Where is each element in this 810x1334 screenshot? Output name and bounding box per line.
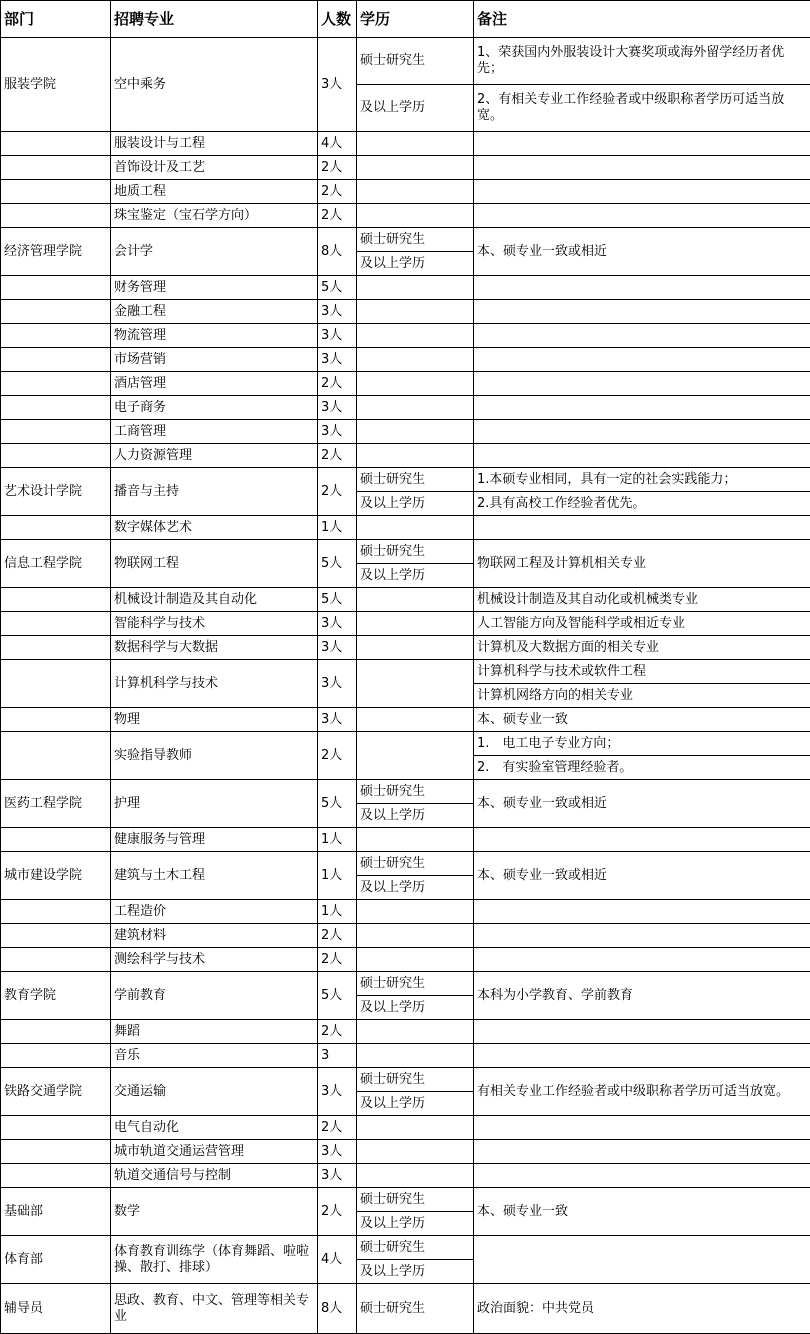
dept-cell: [1, 516, 111, 540]
notes-cell: [474, 348, 810, 372]
notes-cell-line: 2. 有实验室管理经验者。: [474, 755, 810, 779]
education-cell: [357, 420, 474, 444]
dept-cell: [1, 636, 111, 660]
header-notes: 备注: [474, 1, 810, 38]
table-row: [1, 732, 810, 780]
education-cell: [357, 1164, 474, 1188]
notes-cell: [474, 948, 810, 972]
major-cell: 电气自动化: [111, 1116, 318, 1140]
major-cell: 地质工程: [111, 180, 318, 204]
dept-cell: 信息工程学院: [1, 540, 111, 588]
major-cell: 电子商务: [111, 396, 318, 420]
table-row: [1, 612, 810, 636]
notes-cell: [474, 1020, 810, 1044]
table-row: [1, 636, 810, 660]
major-cell: 人力资源管理: [111, 444, 318, 468]
count-cell: 2人: [318, 180, 357, 204]
header-dept: 部门: [1, 1, 111, 38]
notes-cell: [474, 396, 810, 420]
education-cell-line: 硕士研究生: [357, 1068, 473, 1091]
education-cell: [357, 300, 474, 324]
education-cell: [357, 1236, 474, 1284]
dept-cell: [1, 180, 111, 204]
education-cell-line: 及以上学历: [357, 995, 473, 1019]
education-cell-line: 硕士研究生: [357, 540, 473, 563]
table-row: [1, 540, 810, 588]
notes-cell: [474, 1116, 810, 1140]
notes-cell-line: 1.本硕专业相同，具有一定的社会实践能力；: [474, 468, 810, 491]
dept-cell: [1, 828, 111, 852]
dept-cell: 服装学院: [1, 38, 111, 132]
count-cell: 3人: [318, 708, 357, 732]
notes-cell-line: 1. 电工电子专业方向；: [474, 732, 810, 755]
dept-cell: [1, 396, 111, 420]
education-cell: [357, 948, 474, 972]
count-cell: 1人: [318, 900, 357, 924]
major-cell: 数字媒体艺术: [111, 516, 318, 540]
education-cell-line: 及以上学历: [357, 1091, 473, 1115]
count-cell: 3人: [318, 1068, 357, 1116]
major-cell: 学前教育: [111, 972, 318, 1020]
notes-cell: [474, 420, 810, 444]
notes-cell: [474, 276, 810, 300]
table-row: [1, 588, 810, 612]
major-cell: 工程造价: [111, 900, 318, 924]
notes-cell: [474, 924, 810, 948]
major-cell: 市场营销: [111, 348, 318, 372]
education-cell: [357, 516, 474, 540]
notes-cell: 计算机及大数据方面的相关专业: [474, 636, 810, 660]
major-cell: 播音与主持: [111, 468, 318, 516]
education-cell-line: 硕士研究生: [357, 228, 473, 251]
major-cell: 物理: [111, 708, 318, 732]
count-cell: 3人: [318, 324, 357, 348]
count-cell: 2人: [318, 156, 357, 180]
count-cell: 1人: [318, 516, 357, 540]
table-row: [1, 204, 810, 228]
table-row: [1, 132, 810, 156]
dept-cell: 艺术设计学院: [1, 468, 111, 516]
education-cell: [357, 612, 474, 636]
count-cell: 3人: [318, 300, 357, 324]
header-major: 招聘专业: [111, 1, 318, 38]
count-cell: 2人: [318, 468, 357, 516]
notes-cell-line: 计算机网络方向的相关专业: [474, 683, 810, 707]
notes-cell: [474, 324, 810, 348]
table-row: [1, 900, 810, 924]
education-cell: [357, 588, 474, 612]
dept-cell: 教育学院: [1, 972, 111, 1020]
table-row: [1, 516, 810, 540]
header-education: 学历: [357, 1, 474, 38]
table-row: [1, 300, 810, 324]
education-cell-line: 硕士研究生: [357, 1236, 473, 1259]
dept-cell: 城市建设学院: [1, 852, 111, 900]
major-cell: 珠宝鉴定（宝石学方向）: [111, 204, 318, 228]
dept-cell: 体育部: [1, 1236, 111, 1284]
education-cell: [357, 1068, 474, 1116]
count-cell: 3人: [318, 636, 357, 660]
count-cell: 3人: [318, 1164, 357, 1188]
table-row: [1, 348, 810, 372]
education-cell: [357, 372, 474, 396]
count-cell: 2人: [318, 204, 357, 228]
table-row: [1, 276, 810, 300]
table-row: [1, 324, 810, 348]
table-row: [1, 780, 810, 828]
education-cell-line: 硕士研究生: [357, 38, 473, 84]
education-cell: 硕士研究生: [357, 1284, 474, 1334]
education-cell: [357, 660, 474, 708]
notes-cell: [474, 468, 810, 516]
count-cell: 2人: [318, 1020, 357, 1044]
count-cell: 1人: [318, 828, 357, 852]
education-cell: [357, 924, 474, 948]
education-cell-line: 及以上学历: [357, 491, 473, 515]
dept-cell: [1, 156, 111, 180]
education-cell: [357, 324, 474, 348]
major-cell: 实验指导教师: [111, 732, 318, 780]
table-row: [1, 1020, 810, 1044]
notes-cell: [474, 1164, 810, 1188]
notes-cell: 本、硕专业一致或相近: [474, 852, 810, 900]
table-row: [1, 156, 810, 180]
table-row: [1, 1068, 810, 1116]
table-row: [1, 372, 810, 396]
major-cell: 轨道交通信号与控制: [111, 1164, 318, 1188]
notes-cell: 本、硕专业一致或相近: [474, 228, 810, 276]
notes-cell: [474, 156, 810, 180]
education-cell: [357, 348, 474, 372]
table-row: [1, 1116, 810, 1140]
count-cell: 3人: [318, 420, 357, 444]
education-cell: [357, 828, 474, 852]
notes-cell: 人工智能方向及智能科学或相近专业: [474, 612, 810, 636]
notes-cell: 本科为小学教育、学前教育: [474, 972, 810, 1020]
education-cell: [357, 708, 474, 732]
count-cell: 2人: [318, 444, 357, 468]
major-cell: 空中乘务: [111, 38, 318, 132]
education-cell-line: 硕士研究生: [357, 972, 473, 995]
dept-cell: [1, 660, 111, 708]
notes-cell: [474, 660, 810, 708]
notes-cell: [474, 372, 810, 396]
dept-cell: [1, 204, 111, 228]
education-cell: [357, 1188, 474, 1236]
dept-cell: 经济管理学院: [1, 228, 111, 276]
dept-cell: [1, 300, 111, 324]
major-cell: 金融工程: [111, 300, 318, 324]
education-cell: [357, 780, 474, 828]
count-cell: 2人: [318, 1188, 357, 1236]
major-cell: 数据科学与大数据: [111, 636, 318, 660]
major-cell: 首饰设计及工艺: [111, 156, 318, 180]
count-cell: 3人: [318, 396, 357, 420]
education-cell: [357, 444, 474, 468]
table-row: [1, 1140, 810, 1164]
table-row: [1, 38, 810, 132]
major-cell: 护理: [111, 780, 318, 828]
notes-cell: 物联网工程及计算机相关专业: [474, 540, 810, 588]
count-cell: 3人: [318, 1140, 357, 1164]
notes-cell-line: 2、有相关专业工作经验者或中级职称者学历可适当放宽。: [474, 84, 810, 131]
education-cell: [357, 972, 474, 1020]
education-cell: [357, 1020, 474, 1044]
education-cell: [357, 228, 474, 276]
major-cell: 机械设计制造及其自动化: [111, 588, 318, 612]
table-row: [1, 420, 810, 444]
education-cell: [357, 900, 474, 924]
dept-cell: [1, 276, 111, 300]
education-cell-line: 及以上学历: [357, 251, 473, 275]
table-row: [1, 660, 810, 708]
education-cell-line: 及以上学历: [357, 563, 473, 587]
dept-cell: [1, 1116, 111, 1140]
count-cell: 5人: [318, 588, 357, 612]
dept-cell: [1, 612, 111, 636]
dept-cell: [1, 948, 111, 972]
count-cell: 3人: [318, 348, 357, 372]
major-cell: 城市轨道交通运营管理: [111, 1140, 318, 1164]
count-cell: 2人: [318, 372, 357, 396]
education-cell: [357, 156, 474, 180]
count-cell: 3: [318, 1044, 357, 1068]
table-row: [1, 924, 810, 948]
education-cell: [357, 540, 474, 588]
notes-cell-line: 1、荣获国内外服装设计大赛奖项或海外留学经历者优先；: [474, 38, 810, 84]
education-cell-line: 及以上学历: [357, 803, 473, 827]
major-cell: 建筑与土木工程: [111, 852, 318, 900]
table-row: [1, 948, 810, 972]
major-cell: 舞蹈: [111, 1020, 318, 1044]
table-row: [1, 1188, 810, 1236]
notes-cell: [474, 1236, 810, 1284]
notes-cell: [474, 204, 810, 228]
dept-cell: [1, 1140, 111, 1164]
table-row: [1, 468, 810, 516]
education-cell-line: 硕士研究生: [357, 780, 473, 803]
education-cell-line: 硕士研究生: [357, 468, 473, 491]
notes-cell: [474, 516, 810, 540]
education-cell: [357, 1044, 474, 1068]
notes-cell: 本、硕专业一致: [474, 708, 810, 732]
notes-cell: 机械设计制造及其自动化或机械类专业: [474, 588, 810, 612]
dept-cell: [1, 708, 111, 732]
notes-cell-line: 计算机科学与技术或软件工程: [474, 660, 810, 683]
dept-cell: [1, 588, 111, 612]
count-cell: 5人: [318, 972, 357, 1020]
dept-cell: 辅导员: [1, 1284, 111, 1334]
header-row: [1, 1, 810, 38]
notes-cell: [474, 300, 810, 324]
dept-cell: [1, 348, 111, 372]
table-row: [1, 852, 810, 900]
education-cell-line: 硕士研究生: [357, 852, 473, 875]
dept-cell: 医药工程学院: [1, 780, 111, 828]
major-cell: 数学: [111, 1188, 318, 1236]
education-cell-line: 及以上学历: [357, 84, 473, 131]
major-cell: 会计学: [111, 228, 318, 276]
major-cell: 音乐: [111, 1044, 318, 1068]
count-cell: 5人: [318, 540, 357, 588]
major-cell: 建筑材料: [111, 924, 318, 948]
education-cell-line: 及以上学历: [357, 1211, 473, 1235]
table-body: [1, 38, 810, 1334]
major-cell: 物流管理: [111, 324, 318, 348]
count-cell: 2人: [318, 1116, 357, 1140]
dept-cell: [1, 372, 111, 396]
notes-cell: [474, 132, 810, 156]
count-cell: 8人: [318, 228, 357, 276]
major-cell: 酒店管理: [111, 372, 318, 396]
education-cell-line: 及以上学历: [357, 875, 473, 899]
education-cell-line: 硕士研究生: [357, 1188, 473, 1211]
dept-cell: [1, 900, 111, 924]
major-cell: 物联网工程: [111, 540, 318, 588]
notes-cell: [474, 900, 810, 924]
notes-cell: [474, 38, 810, 132]
table-row: [1, 828, 810, 852]
education-cell: [357, 636, 474, 660]
count-cell: 5人: [318, 780, 357, 828]
dept-cell: [1, 1044, 111, 1068]
count-cell: 3人: [318, 38, 357, 132]
count-cell: 2人: [318, 948, 357, 972]
notes-cell: 政治面貌：中共党员: [474, 1284, 810, 1334]
major-cell: 服装设计与工程: [111, 132, 318, 156]
dept-cell: [1, 1164, 111, 1188]
dept-cell: [1, 924, 111, 948]
major-cell: 测绘科学与技术: [111, 948, 318, 972]
notes-cell: 有相关专业工作经验者或中级职称者学历可适当放宽。: [474, 1068, 810, 1116]
dept-cell: 基础部: [1, 1188, 111, 1236]
table-row: [1, 708, 810, 732]
notes-cell: [474, 444, 810, 468]
count-cell: 1人: [318, 852, 357, 900]
header-count: 人数: [318, 1, 357, 38]
major-cell: 交通运输: [111, 1068, 318, 1116]
education-cell: [357, 276, 474, 300]
dept-cell: [1, 444, 111, 468]
table-row: [1, 1236, 810, 1284]
notes-cell-line: 2.具有高校工作经验者优先。: [474, 491, 810, 515]
table-row: [1, 1044, 810, 1068]
major-cell: 智能科学与技术: [111, 612, 318, 636]
major-cell: 工商管理: [111, 420, 318, 444]
notes-cell: [474, 180, 810, 204]
major-cell: 健康服务与管理: [111, 828, 318, 852]
count-cell: 3人: [318, 612, 357, 636]
table-row: [1, 1164, 810, 1188]
dept-cell: [1, 732, 111, 780]
major-cell: 思政、教育、中文、管理等相关专业: [111, 1284, 318, 1334]
table-row: [1, 444, 810, 468]
major-cell: 财务管理: [111, 276, 318, 300]
notes-cell: [474, 1044, 810, 1068]
dept-cell: [1, 324, 111, 348]
education-cell: [357, 396, 474, 420]
notes-cell: 本、硕专业一致或相近: [474, 780, 810, 828]
count-cell: 5人: [318, 276, 357, 300]
table-row: [1, 1284, 810, 1334]
education-cell: [357, 180, 474, 204]
count-cell: 2人: [318, 732, 357, 780]
education-cell: [357, 1140, 474, 1164]
education-cell-line: 及以上学历: [357, 1259, 473, 1283]
education-cell: [357, 1116, 474, 1140]
major-cell: 体育教育训练学（体育舞蹈、啦啦操、散打、排球）: [111, 1236, 318, 1284]
dept-cell: [1, 1020, 111, 1044]
notes-cell: [474, 828, 810, 852]
major-cell: 计算机科学与技术: [111, 660, 318, 708]
table-row: [1, 180, 810, 204]
education-cell: [357, 468, 474, 516]
table-row: [1, 396, 810, 420]
education-cell: [357, 132, 474, 156]
count-cell: 2人: [318, 924, 357, 948]
table-row: [1, 228, 810, 276]
education-cell: [357, 204, 474, 228]
dept-cell: [1, 420, 111, 444]
education-cell: [357, 852, 474, 900]
count-cell: 3人: [318, 660, 357, 708]
notes-cell: [474, 1140, 810, 1164]
notes-cell: 本、硕专业一致: [474, 1188, 810, 1236]
dept-cell: 铁路交通学院: [1, 1068, 111, 1116]
count-cell: 8人: [318, 1284, 357, 1334]
table-row: [1, 972, 810, 1020]
count-cell: 4人: [318, 1236, 357, 1284]
count-cell: 4人: [318, 132, 357, 156]
notes-cell: [474, 732, 810, 780]
education-cell: [357, 38, 474, 132]
education-cell: [357, 732, 474, 780]
dept-cell: [1, 132, 111, 156]
